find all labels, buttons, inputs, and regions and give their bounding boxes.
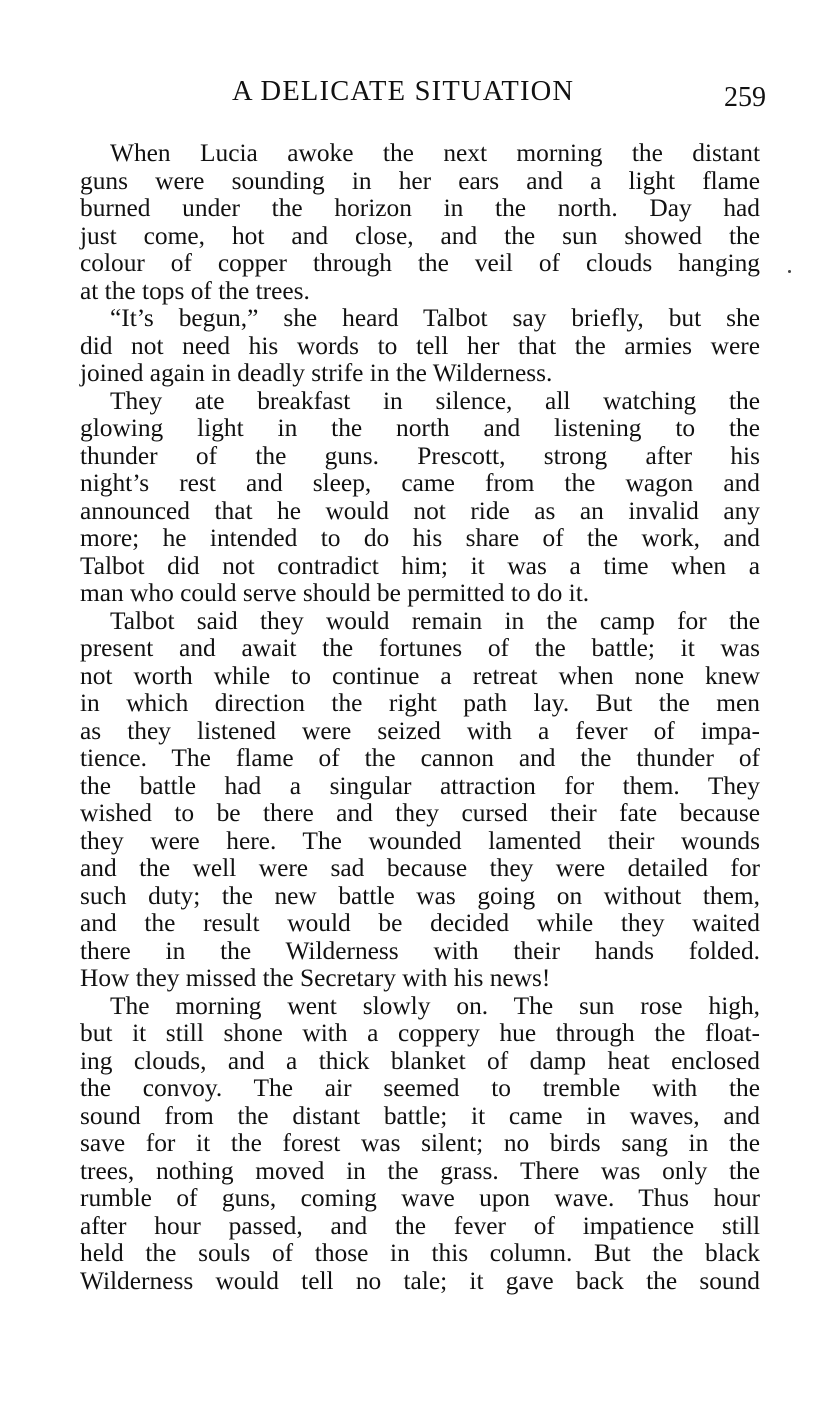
text-line: sound from the distant battle; it came in waves, and bbox=[80, 1101, 760, 1130]
text-line: burned under the horizon in the north. Day had bbox=[80, 194, 760, 222]
text-line: joined again in deadly strife in the Wilderness. bbox=[80, 359, 553, 387]
body-text bbox=[80, 140, 760, 1295]
text-line: the battle had a singular attraction for them. They bbox=[80, 771, 760, 800]
text-line: When Lucia awoke the next morning the distant bbox=[110, 139, 760, 167]
text-line: there in the Wilderness with their hands folded. bbox=[80, 936, 760, 965]
text-line: in which direction the right path lay. But the men bbox=[80, 689, 760, 717]
text-line: as they listened were seized with a fever of impa- bbox=[80, 716, 760, 745]
running-title: A DELICATE SITUATION bbox=[232, 76, 575, 107]
text-line: guns were sounding in her ears and a light flame bbox=[80, 166, 760, 195]
text-line: They ate breakfast in silence, all watching the bbox=[110, 386, 760, 415]
text-line: more; he intended to do his share of the work, and bbox=[80, 524, 760, 552]
text-line: How they missed the Secretary with his news! bbox=[80, 964, 551, 992]
text-line: night’s rest and sleep, came from the wagon and bbox=[80, 469, 760, 497]
text-line: thunder of the guns. Prescott, strong after his bbox=[80, 441, 760, 470]
text-line: ing clouds, and a thick blanket of damp heat enclosed bbox=[80, 1046, 760, 1075]
margin-speck bbox=[788, 270, 791, 273]
page-number: 259 bbox=[724, 82, 766, 113]
text-line: just come, hot and close, and the sun showed the bbox=[80, 221, 760, 250]
text-line: at the tops of the trees. bbox=[80, 276, 310, 305]
text-line: the convoy. The air seemed to tremble with the bbox=[80, 1074, 760, 1102]
text-line: did not need his words to tell her that the armies were bbox=[80, 331, 760, 360]
text-line: The morning went slowly on. The sun rose high, bbox=[110, 991, 760, 1020]
text-line: Talbot said they would remain in the camp for the bbox=[110, 606, 760, 635]
text-line: after hour passed, and the fever of impatience still bbox=[80, 1211, 760, 1240]
text-line: colour of copper through the veil of clouds hanging bbox=[80, 249, 760, 277]
text-line: save for it the forest was silent; no birds sang in the bbox=[80, 1129, 760, 1157]
text-line: held the souls of those in this column. But the black bbox=[80, 1239, 760, 1267]
text-line: and the well were sad because they were detailed for bbox=[80, 854, 760, 882]
text-line: Talbot did not contradict him; it was a time when a bbox=[80, 551, 760, 580]
text-line: tience. The flame of the cannon and the thunder of bbox=[80, 744, 760, 772]
text-line: announced that he would not ride as an invalid any bbox=[80, 496, 760, 525]
text-line: trees, nothing moved in the grass. There was only the bbox=[80, 1156, 760, 1185]
text-line: man who could serve should be permitted to do it. bbox=[80, 579, 590, 607]
text-line: they were here. The wounded lamented their wounds bbox=[80, 826, 760, 855]
text-line: and the result would be decided while they waited bbox=[80, 909, 760, 937]
text-line: “It’s begun,” she heard Talbot say briefly, but she bbox=[110, 304, 760, 332]
text-line: not worth while to continue a retreat when none knew bbox=[80, 661, 760, 690]
text-line: but it still shone with a coppery hue through the float- bbox=[80, 1019, 760, 1047]
text-line: wished to be there and they cursed their fate because bbox=[80, 799, 760, 827]
text-line: present and await the fortunes of the battle; it was bbox=[80, 634, 760, 662]
running-head bbox=[80, 74, 770, 114]
text-line: glowing light in the north and listening to the bbox=[80, 414, 760, 442]
text-line: such duty; the new battle was going on without them, bbox=[80, 881, 760, 910]
text-line: rumble of guns, coming wave upon wave. Thus hour bbox=[80, 1184, 760, 1212]
text-line: Wilderness would tell no tale; it gave back the sound bbox=[80, 1266, 760, 1295]
